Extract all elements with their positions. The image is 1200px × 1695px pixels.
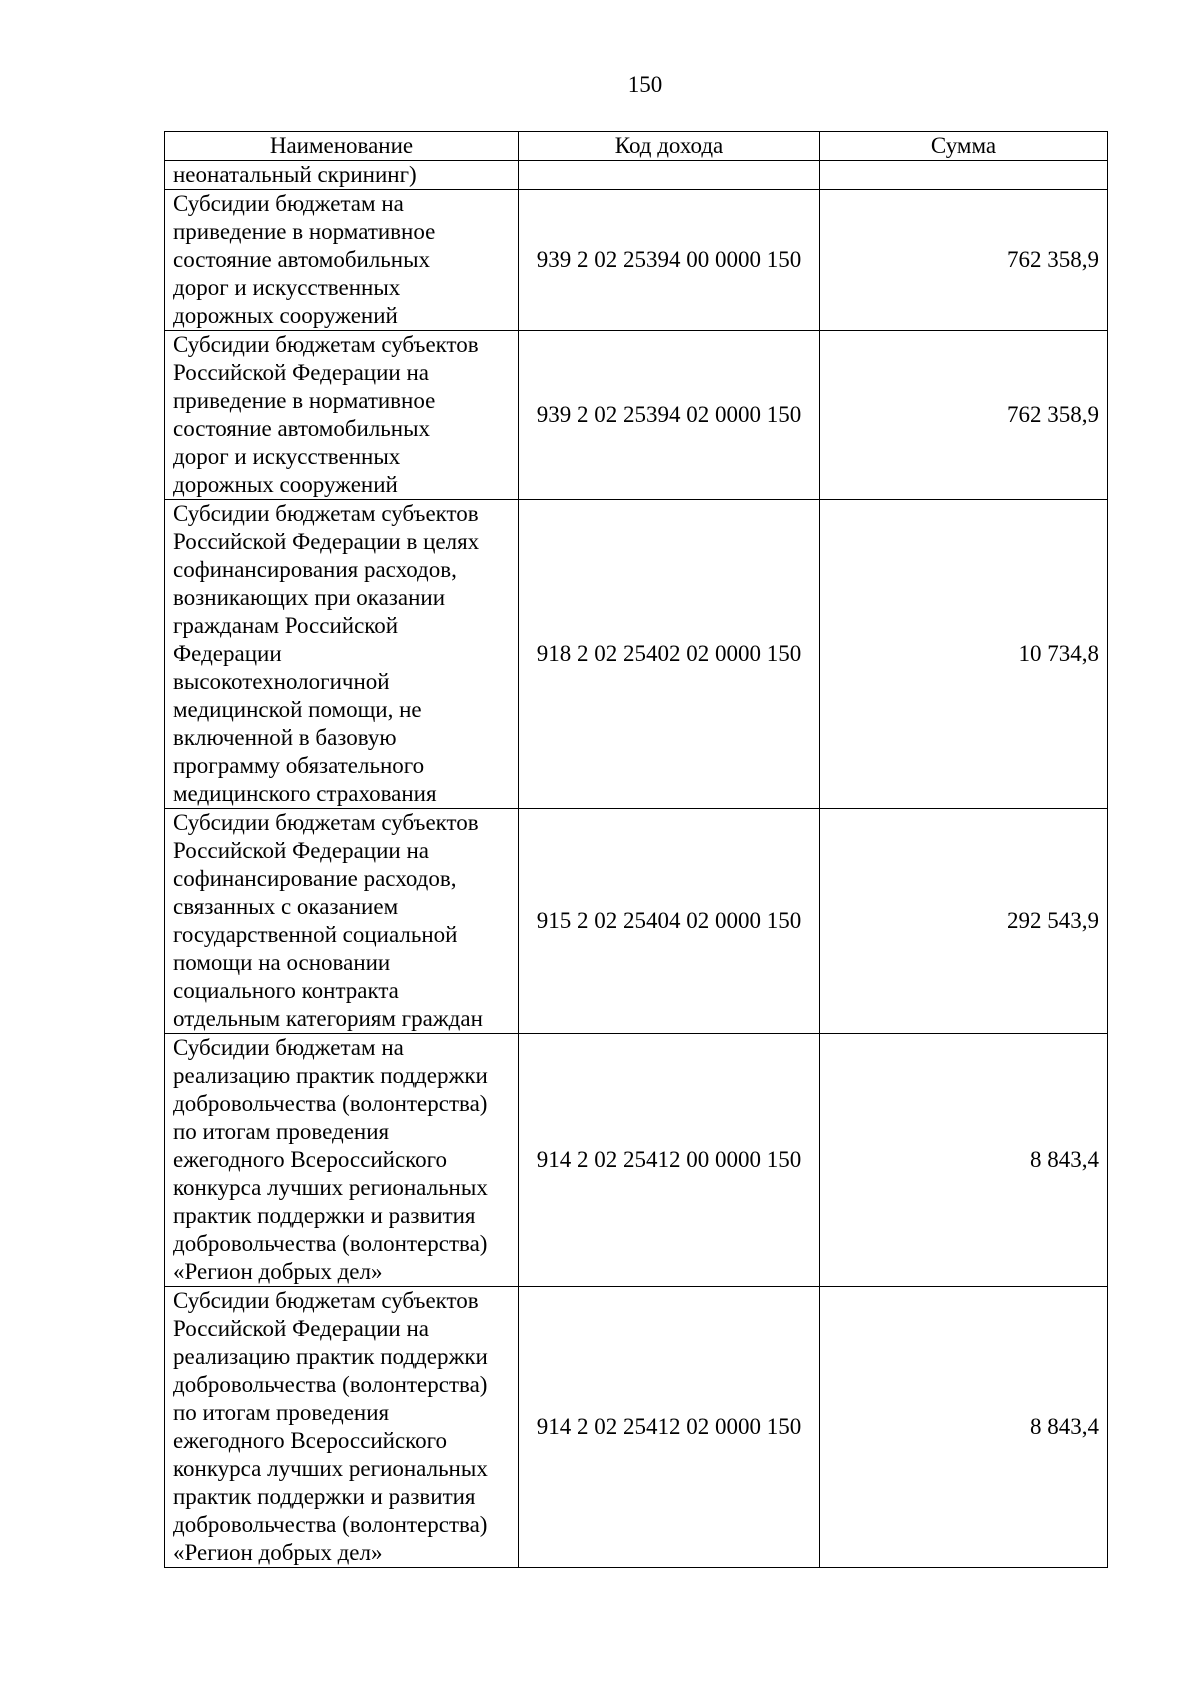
row-code: 915 2 02 25404 02 0000 150 [519,809,820,1034]
row-name: Субсидии бюджетам на приведение в нормативное состояние автомобильных дорог и искусственных дорожных сооружений [165,190,519,331]
page-number: 150 [627,72,663,97]
table-header [165,132,1108,161]
header-row [165,132,1108,161]
table-row [165,809,1108,1034]
row-name: Субсидии бюджетам субъектов Российской Федерации в целях софинансирования расходов, возникающих при оказании гражданам Российской Федерации высокотехнологичной медицинской помощи, не включенной в базовую программу обязательного медицинского страхования [165,500,519,809]
row-sum: 292 543,9 [820,809,1108,1034]
row-code: 914 2 02 25412 00 0000 150 [519,1034,820,1287]
header-code: Код дохода [519,132,820,161]
row-sum: 8 843,4 [820,1287,1108,1568]
table-row [165,190,1108,331]
row-name: Субсидии бюджетам субъектов Российской Федерации на реализацию практик поддержки добровольчества (волонтерства) по итогам проведения ежегодного Всероссийского конкурса лучших региональных практик поддержки и развития добровольчества (волонтерства) «Регион добрых дел» [165,1287,519,1568]
table-row [165,1034,1108,1287]
row-name: Субсидии бюджетам на реализацию практик поддержки добровольчества (волонтерства) по итогам проведения ежегодного Всероссийского конкурса лучших региональных практик поддержки и развития добровольчества (волонтерства) «Регион добрых дел» [165,1034,519,1287]
row-sum: 762 358,9 [820,190,1108,331]
row-code: 939 2 02 25394 02 0000 150 [519,331,820,500]
row-sum [820,161,1108,190]
row-code: 939 2 02 25394 00 0000 150 [519,190,820,331]
row-sum: 762 358,9 [820,331,1108,500]
table-row [165,161,1108,190]
row-sum: 8 843,4 [820,1034,1108,1287]
row-name: Субсидии бюджетам субъектов Российской Федерации на софинансирование расходов, связанных с оказанием государственной социальной помощи на основании социального контракта отдельным категориям граждан [165,809,519,1034]
row-code: 914 2 02 25412 02 0000 150 [519,1287,820,1568]
table-row [165,500,1108,809]
header-sum: Сумма [820,132,1108,161]
row-name: Субсидии бюджетам субъектов Российской Федерации на приведение в нормативное состояние автомобильных дорог и искусственных дорожных сооружений [165,331,519,500]
row-code: 918 2 02 25402 02 0000 150 [519,500,820,809]
table-row [165,331,1108,500]
row-code [519,161,820,190]
table-row [165,1287,1108,1568]
revenue-table [164,131,1108,1568]
row-name: неонатальный скрининг) [165,161,519,190]
header-name: Наименование [165,132,519,161]
table-body [165,161,1108,1568]
row-sum: 10 734,8 [820,500,1108,809]
